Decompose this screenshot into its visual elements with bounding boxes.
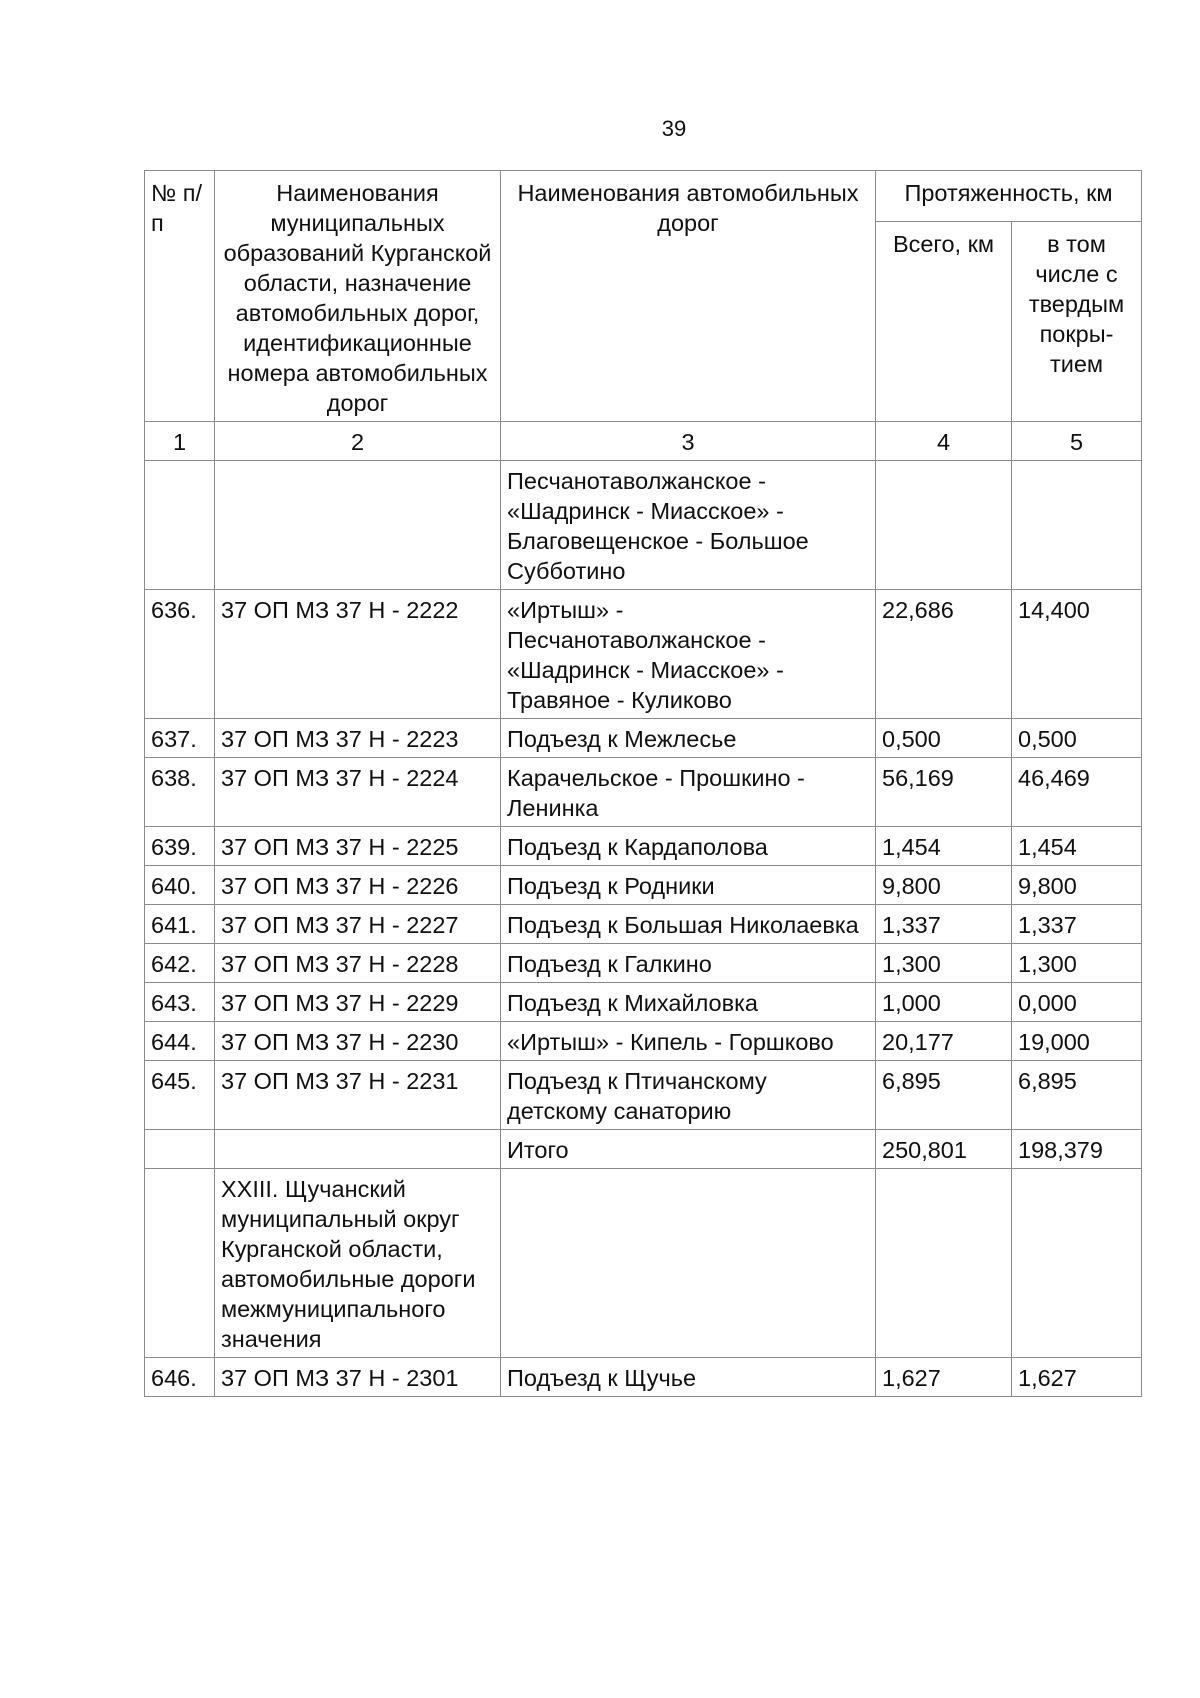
table-row <box>145 719 1142 758</box>
header-row <box>145 171 1142 222</box>
table-row <box>145 758 1142 827</box>
length-total: 22,686 <box>876 590 1012 719</box>
column-number-row <box>145 422 1142 461</box>
header-num: № п/п <box>145 171 215 422</box>
length-hard-surface: 9,800 <box>1012 866 1142 905</box>
road-name: Карачельское - Прошкино - Ленинка <box>501 758 876 827</box>
length-hard-surface: 1,300 <box>1012 944 1142 983</box>
road-id: 37 ОП МЗ 37 Н - 2229 <box>215 983 501 1022</box>
road-name: Подъезд к Галкино <box>501 944 876 983</box>
table-row <box>145 1022 1142 1061</box>
road-id: 37 ОП МЗ 37 Н - 2224 <box>215 758 501 827</box>
road-name: Подъезд к Межлесье <box>501 719 876 758</box>
length-hard-surface <box>1012 1169 1142 1358</box>
page-number: 39 <box>661 116 687 141</box>
road-name: Подъезд к Птичанскому детскому санаторию <box>501 1061 876 1130</box>
row-number <box>145 1169 215 1358</box>
length-hard-surface: 1,337 <box>1012 905 1142 944</box>
header-municipality: Наименования муниципальных образований Курганской области, назначение автомобильных дорог, идентификационные номера автомобильных дорог <box>215 171 501 422</box>
row-number: 638. <box>145 758 215 827</box>
road-name: Подъезд к Родники <box>501 866 876 905</box>
table-row <box>145 944 1142 983</box>
length-hard-surface: 6,895 <box>1012 1061 1142 1130</box>
length-total: 1,627 <box>876 1358 1012 1397</box>
road-name: Подъезд к Большая Николаевка <box>501 905 876 944</box>
road-name: Подъезд к Щучье <box>501 1358 876 1397</box>
length-total <box>876 1169 1012 1358</box>
table-row <box>145 827 1142 866</box>
length-hard-surface: 1,627 <box>1012 1358 1142 1397</box>
row-number: 645. <box>145 1061 215 1130</box>
length-total: 0,500 <box>876 719 1012 758</box>
row-number: 641. <box>145 905 215 944</box>
row-number: 639. <box>145 827 215 866</box>
table-row <box>145 461 1142 590</box>
road-id <box>215 1130 501 1169</box>
road-id: 37 ОП МЗ 37 Н - 2230 <box>215 1022 501 1061</box>
road-name: Подъезд к Кардаполова <box>501 827 876 866</box>
table-row <box>145 590 1142 719</box>
length-hard-surface: 14,400 <box>1012 590 1142 719</box>
road-id: 37 ОП МЗ 37 Н - 2225 <box>215 827 501 866</box>
length-hard-surface: 0,000 <box>1012 983 1142 1022</box>
row-number: 643. <box>145 983 215 1022</box>
length-hard-surface <box>1012 461 1142 590</box>
road-name: Подъезд к Михайловка <box>501 983 876 1022</box>
column-number: 3 <box>501 422 876 461</box>
length-total <box>876 461 1012 590</box>
length-total: 1,337 <box>876 905 1012 944</box>
road-id: 37 ОП МЗ 37 Н - 2226 <box>215 866 501 905</box>
road-id: 37 ОП МЗ 37 Н - 2301 <box>215 1358 501 1397</box>
length-total: 1,300 <box>876 944 1012 983</box>
length-hard-surface: 46,469 <box>1012 758 1142 827</box>
length-total: 1,000 <box>876 983 1012 1022</box>
header-hard-surface: в том числе с твердым покры-тием <box>1012 221 1142 421</box>
row-number: 640. <box>145 866 215 905</box>
length-total: 1,454 <box>876 827 1012 866</box>
length-total: 56,169 <box>876 758 1012 827</box>
road-id: 37 ОП МЗ 37 Н - 2231 <box>215 1061 501 1130</box>
road-id: 37 ОП МЗ 37 Н - 2227 <box>215 905 501 944</box>
row-number: 644. <box>145 1022 215 1061</box>
column-number: 1 <box>145 422 215 461</box>
road-id <box>215 461 501 590</box>
header-road-name: Наименования автомобильных дорог <box>501 171 876 422</box>
row-number <box>145 1130 215 1169</box>
road-name: Песчанотаволжанское - «Шадринск - Миасское» - Благовещенское - Большое Субботино <box>501 461 876 590</box>
length-total: 250,801 <box>876 1130 1012 1169</box>
row-number: 642. <box>145 944 215 983</box>
road-id: 37 ОП МЗ 37 Н - 2222 <box>215 590 501 719</box>
table-row <box>145 1358 1142 1397</box>
length-hard-surface: 0,500 <box>1012 719 1142 758</box>
length-total: 6,895 <box>876 1061 1012 1130</box>
road-id: XXIII. Щучанский муниципальный округ Курганской области, автомобильные дороги межмуниципального значения <box>215 1169 501 1358</box>
column-number: 2 <box>215 422 501 461</box>
table-row <box>145 1130 1142 1169</box>
table-row <box>145 983 1142 1022</box>
row-number: 637. <box>145 719 215 758</box>
row-number <box>145 461 215 590</box>
table-row <box>145 866 1142 905</box>
table-row <box>145 1061 1142 1130</box>
length-hard-surface: 19,000 <box>1012 1022 1142 1061</box>
road-id: 37 ОП МЗ 37 Н - 2223 <box>215 719 501 758</box>
road-id: 37 ОП МЗ 37 Н - 2228 <box>215 944 501 983</box>
roads-table <box>144 170 1142 1397</box>
row-number: 646. <box>145 1358 215 1397</box>
row-number: 636. <box>145 590 215 719</box>
table-row <box>145 1169 1142 1358</box>
length-total: 20,177 <box>876 1022 1012 1061</box>
table-row <box>145 905 1142 944</box>
table-body <box>145 422 1142 1397</box>
length-hard-surface: 1,454 <box>1012 827 1142 866</box>
length-total: 9,800 <box>876 866 1012 905</box>
road-name <box>501 1169 876 1358</box>
header-length: Протяженность, км <box>876 171 1142 222</box>
road-name: «Иртыш» - Кипель - Горшково <box>501 1022 876 1061</box>
length-hard-surface: 198,379 <box>1012 1130 1142 1169</box>
road-name: «Иртыш» - Песчанотаволжанское - «Шадринск - Миасское» - Травяное - Куликово <box>501 590 876 719</box>
column-number: 5 <box>1012 422 1142 461</box>
road-name: Итого <box>501 1130 876 1169</box>
header-total: Всего, км <box>876 221 1012 421</box>
column-number: 4 <box>876 422 1012 461</box>
